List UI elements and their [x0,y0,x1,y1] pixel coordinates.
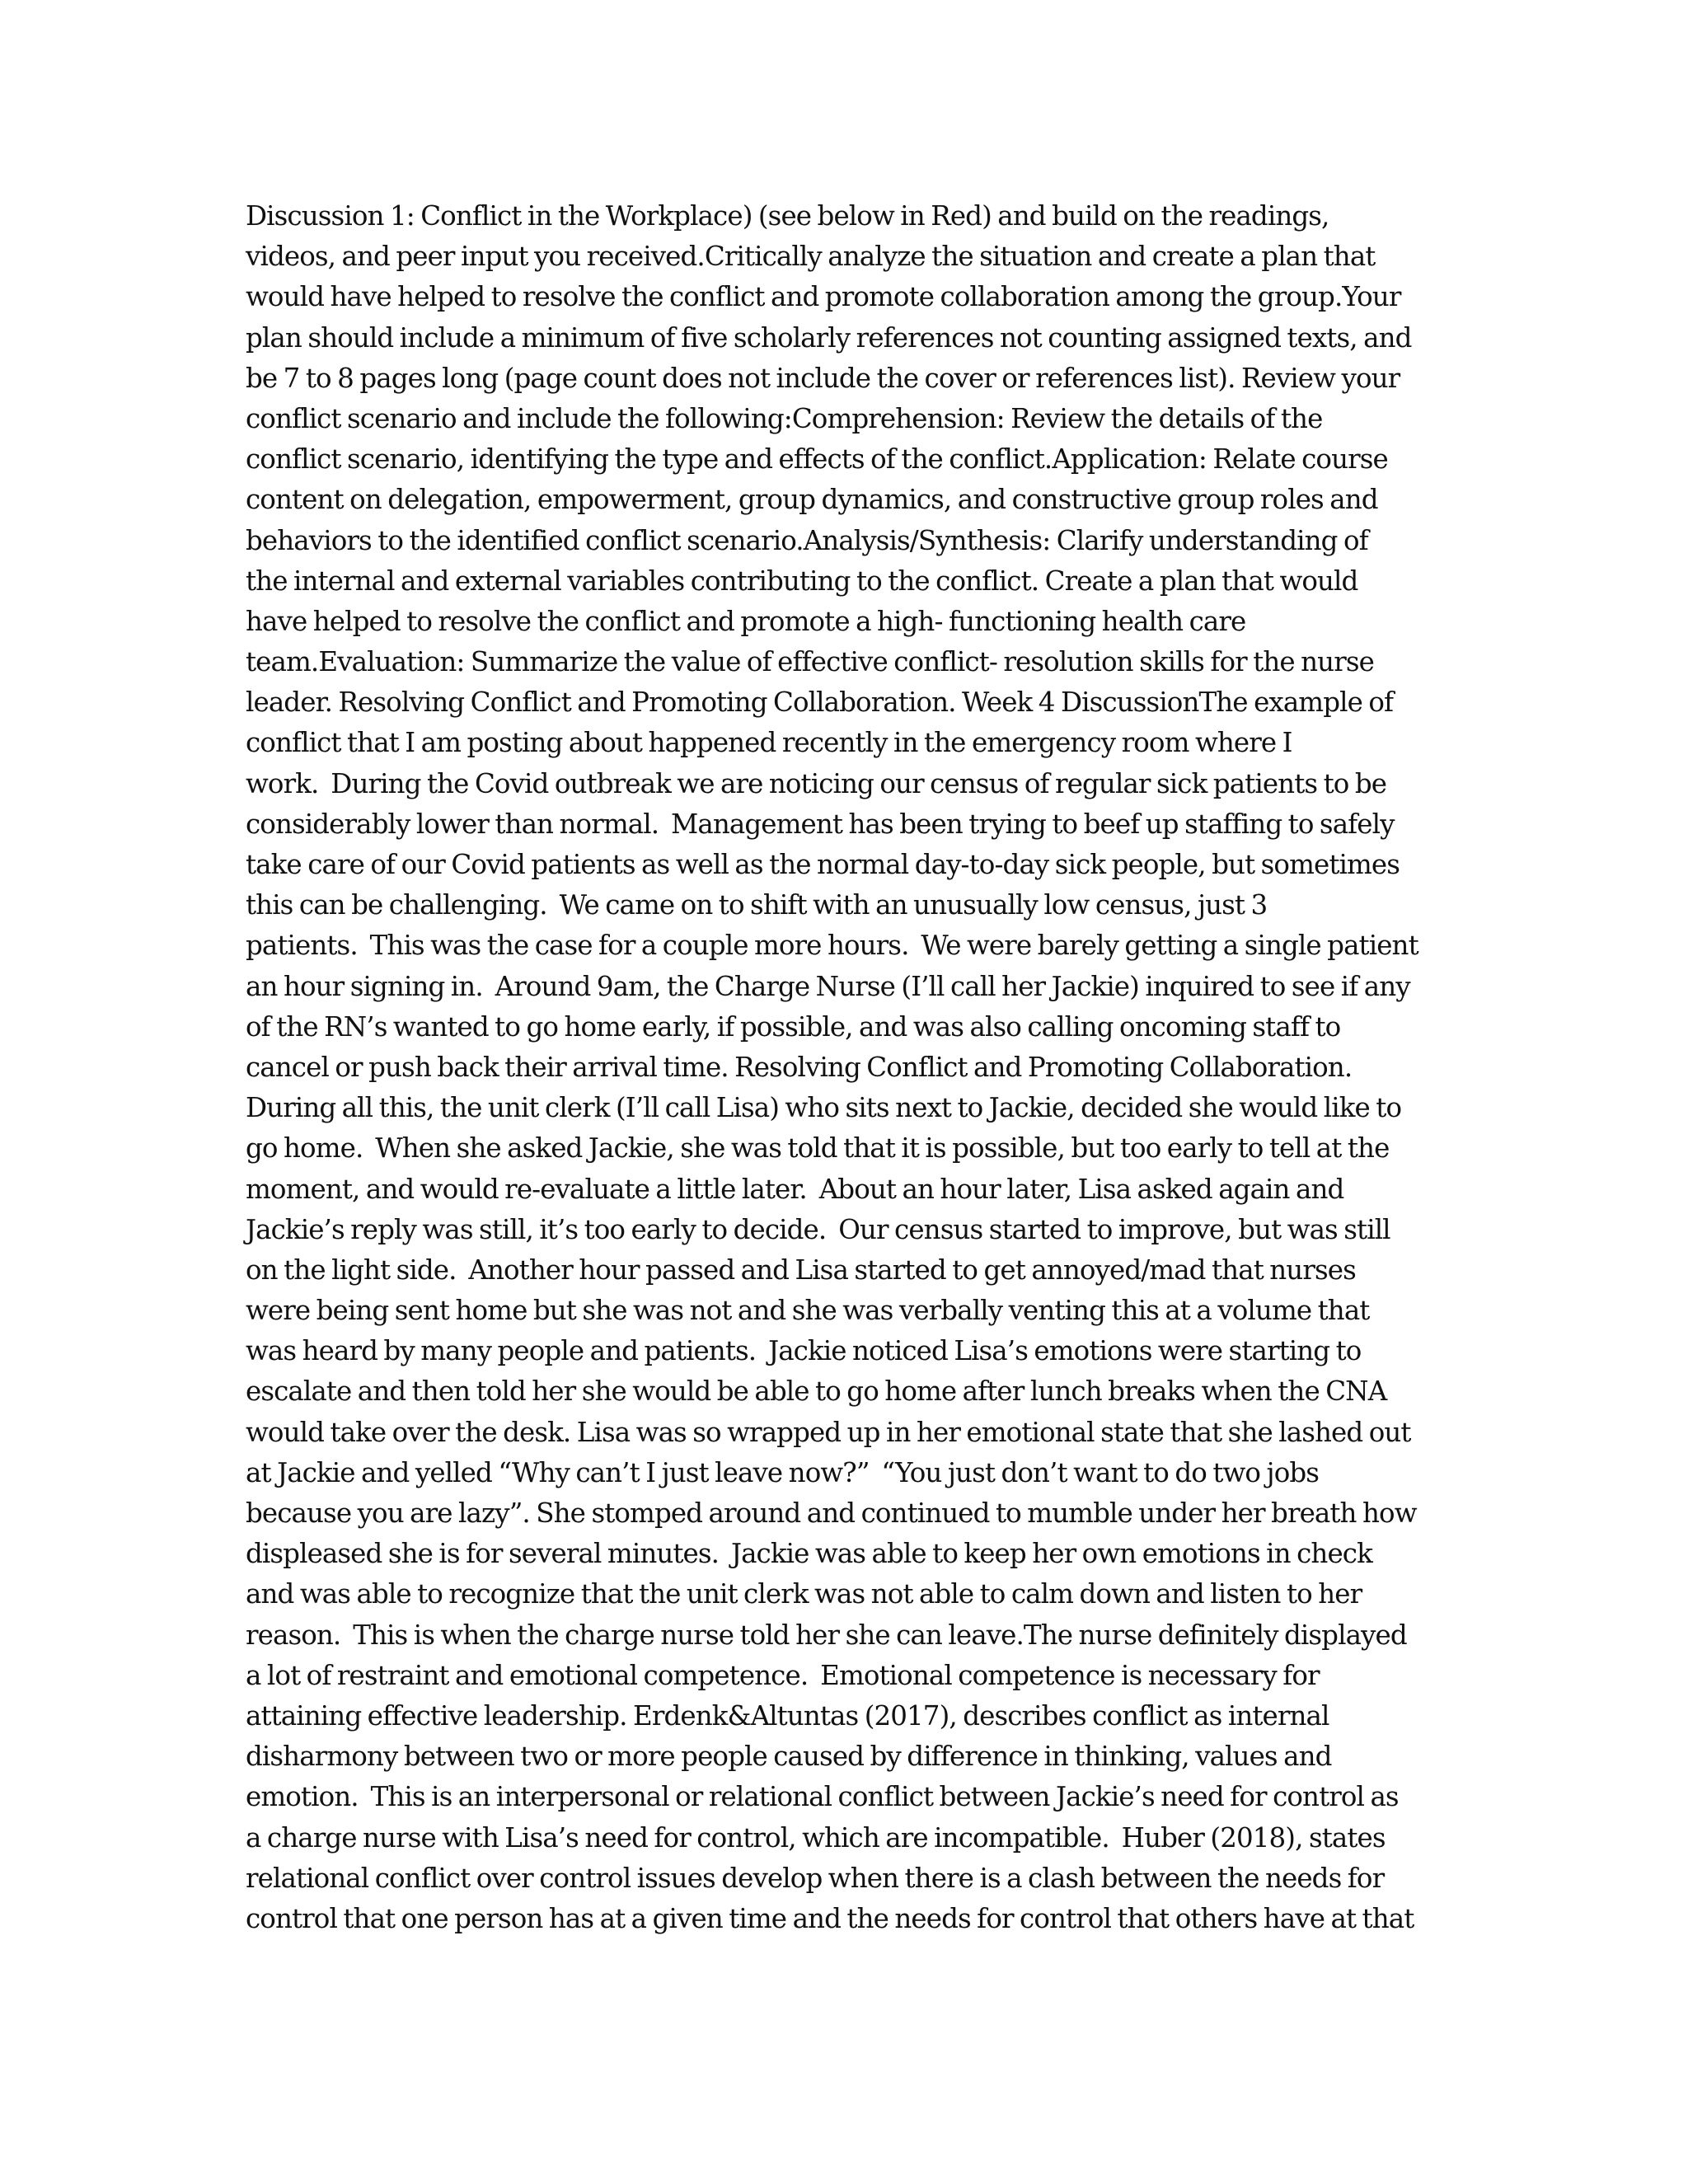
text-line: would have helped to resolve the conflict and promote collaboration among the group.Your [246,281,1401,313]
text-line: this can be challenging. We came on to shift with an unusually low census, just 3 [246,889,1268,921]
text-line: plan should include a minimum of five scholarly references not counting assigned texts, and [246,321,1412,354]
body-text [246,196,1449,1939]
text-line: patients. This was the case for a couple more hours. We were barely getting a single patient [246,930,1418,962]
text-line: have helped to resolve the conflict and promote a high- functioning health care [246,605,1246,637]
text-line: cancel or push back their arrival time. Resolving Conflict and Promoting Collaboration. [246,1051,1353,1083]
text-line: were being sent home but she was not and she was verbally venting this at a volume that [246,1295,1370,1327]
text-line: go home. When she asked Jackie, she was told that it is possible, but too early to tell at the [246,1132,1390,1165]
text-line: control that one person has at a given time and the needs for control that others have at that [246,1902,1414,1934]
text-line: considerably lower than normal. Management has been trying to beef up staffing to safely [246,808,1395,840]
text-line: relational conflict over control issues develop when there is a clash between the needs for [246,1862,1385,1894]
text-line: leader. Resolving Conflict and Promoting Collaboration. Week 4 DiscussionThe example of [246,687,1394,719]
text-line: would take over the desk. Lisa was so wrapped up in her emotional state that she lashed out [246,1416,1411,1448]
text-line: a lot of restraint and emotional competence. Emotional competence is necessary for [246,1659,1320,1691]
text-line: escalate and then told her she would be able to go home after lunch breaks when the CNA [246,1376,1387,1408]
text-line: a charge nurse with Lisa’s need for control, which are incompatible. Huber (2018), states [246,1821,1386,1854]
text-line: Discussion 1: Conflict in the Workplace) (see below in Red) and build on the readings, [246,200,1329,232]
text-line: behaviors to the identified conflict scenario.Analysis/Synthesis: Clarify understanding of [246,524,1368,556]
text-line: conflict scenario and include the following:Comprehension: Review the details of the [246,402,1323,434]
text-line: Jackie’s reply was still, it’s too early to decide. Our census started to improve, but was still [246,1213,1390,1245]
text-line: an hour signing in. Around 9am, the Charge Nurse (I’ll call her Jackie) inquired to see if any [246,970,1410,1002]
text-line: videos, and peer input you received.Critically analyze the situation and create a plan that [246,241,1376,273]
text-line: conflict that I am posting about happened recently in the emergency room where I [246,727,1292,759]
text-line: work. During the Covid outbreak we are noticing our census of regular sick patients to be [246,767,1387,799]
text-line: reason. This is when the charge nurse told her she can leave.The nurse definitely displayed [246,1619,1407,1651]
text-line: During all this, the unit clerk (I’ll call Lisa) who sits next to Jackie, decided she would like to [246,1092,1402,1124]
text-line: the internal and external variables contributing to the conflict. Create a plan that would [246,565,1358,597]
text-line: take care of our Covid patients as well as the normal day-to-day sick people, but sometimes [246,849,1400,880]
text-line: displeased she is for several minutes. Jackie was able to keep her own emotions in check [246,1538,1372,1570]
text-line: moment, and would re-evaluate a little later. About an hour later, Lisa asked again and [246,1173,1344,1205]
text-line: conflict scenario, identifying the type and effects of the conflict.Application: Relate course [246,443,1388,476]
text-line: disharmony between two or more people caused by difference in thinking, values and [246,1741,1332,1773]
text-line: team.Evaluation: Summarize the value of effective conflict- resolution skills for the nurse [246,646,1374,678]
text-line: emotion. This is an interpersonal or relational conflict between Jackie’s need for control as [246,1781,1399,1813]
text-line: at Jackie and yelled “Why can’t I just leave now?” “You just don’t want to do two jobs [246,1456,1320,1488]
text-line: was heard by many people and patients. Jackie noticed Lisa’s emotions were starting to [246,1335,1362,1367]
text-line: of the RN’s wanted to go home early, if possible, and was also calling oncoming staff to [246,1010,1341,1043]
text-line: be 7 to 8 pages long (page count does not include the cover or references list). Review your [246,362,1400,394]
text-line: and was able to recognize that the unit clerk was not able to calm down and listen to her [246,1578,1362,1610]
text-line: attaining effective leadership. Erdenk&Altuntas (2017), describes conflict as internal [246,1699,1329,1732]
text-line: because you are lazy”. She stomped around and continued to mumble under her breath how [246,1497,1417,1529]
text-line: on the light side. Another hour passed and Lisa started to get annoyed/mad that nurses [246,1254,1356,1286]
text-line: content on delegation, empowerment, group dynamics, and constructive group roles and [246,484,1378,516]
